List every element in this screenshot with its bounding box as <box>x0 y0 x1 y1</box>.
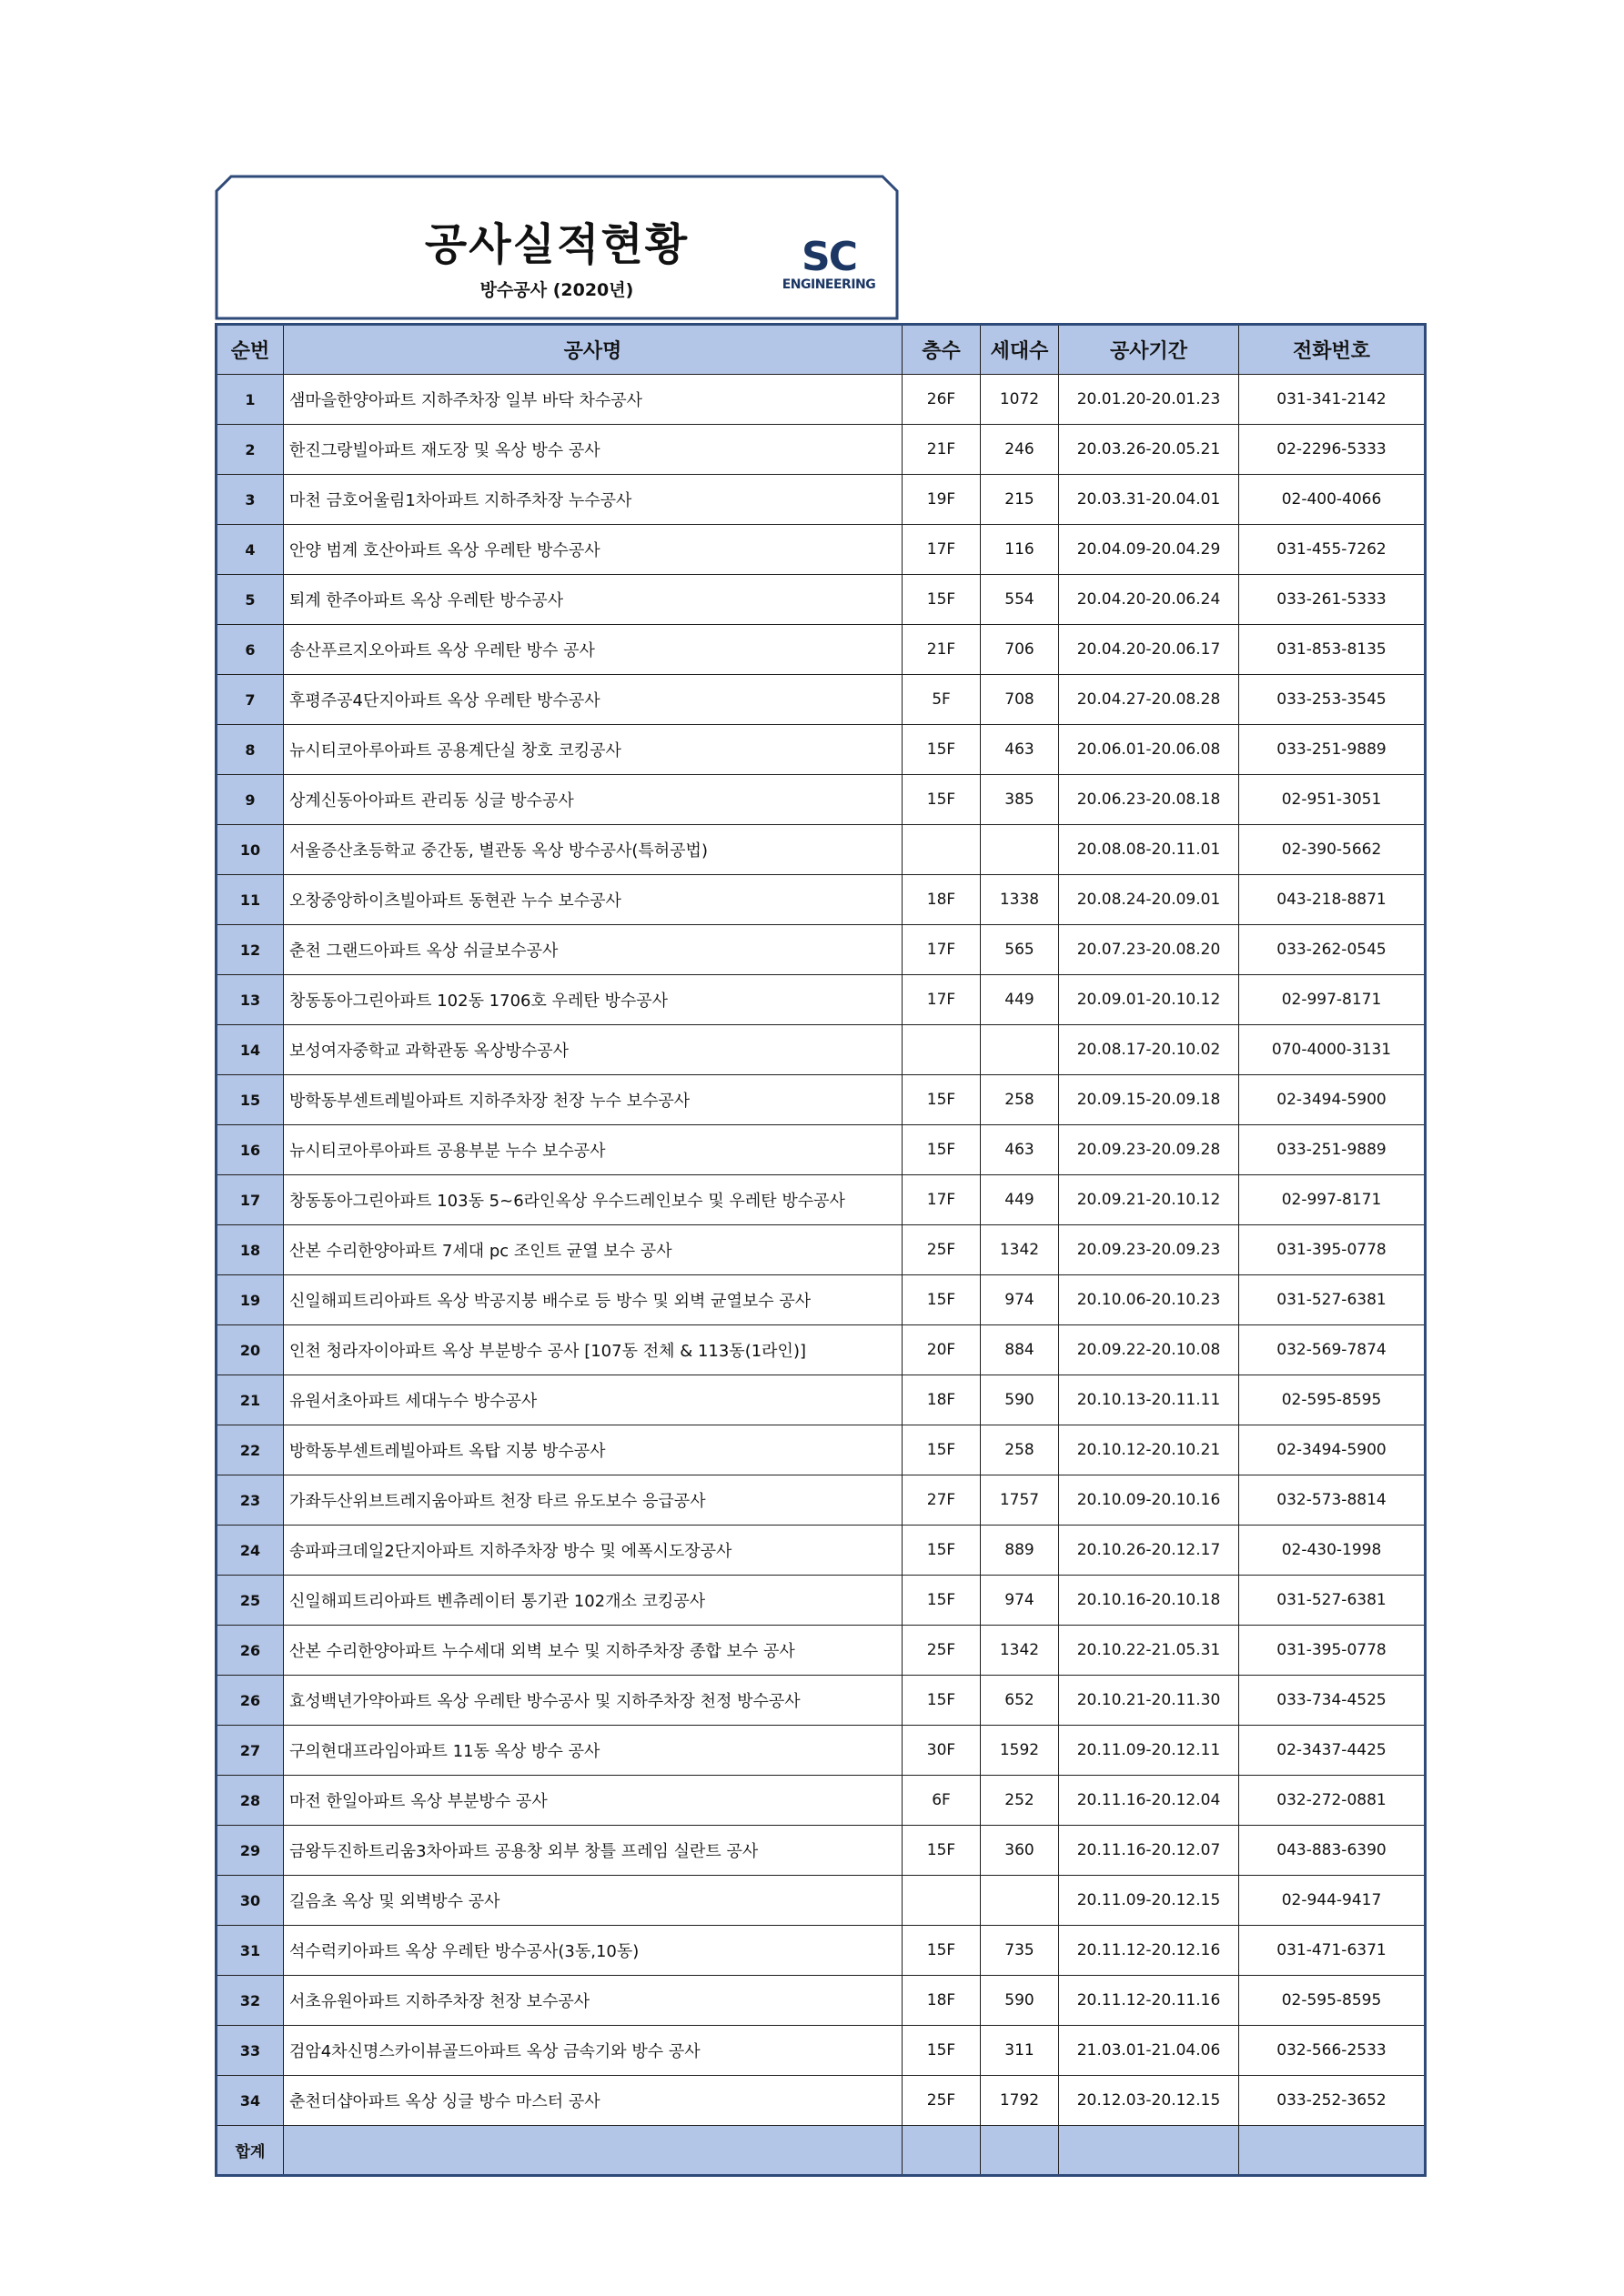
units: 1342 <box>981 1225 1059 1275</box>
floors: 21F <box>903 425 981 475</box>
units: 463 <box>981 1125 1059 1175</box>
phone: 02-400-4066 <box>1239 475 1426 525</box>
floors: 15F <box>903 1676 981 1726</box>
project-name: 방학동부센트레빌아파트 옥탑 지붕 방수공사 <box>284 1425 903 1475</box>
units: 215 <box>981 475 1059 525</box>
project-name: 신일해피트리아파트 옥상 박공지붕 배수로 등 방수 및 외벽 균열보수 공사 <box>284 1275 903 1325</box>
project-name: 금왕두진하트리움3차아파트 공용창 외부 창틀 프레임 실란트 공사 <box>284 1826 903 1876</box>
phone: 033-261-5333 <box>1239 575 1426 625</box>
floors: 15F <box>903 1425 981 1475</box>
period: 20.10.22-21.05.31 <box>1059 1626 1239 1676</box>
table-row <box>217 925 1426 975</box>
phone: 043-218-8871 <box>1239 875 1426 925</box>
units: 974 <box>981 1275 1059 1325</box>
units: 554 <box>981 575 1059 625</box>
row-number: 5 <box>217 575 284 625</box>
phone: 02-997-8171 <box>1239 975 1426 1025</box>
phone: 02-3437-4425 <box>1239 1726 1426 1776</box>
floors: 15F <box>903 1926 981 1976</box>
logo-mark: SC <box>802 234 856 280</box>
phone: 02-944-9417 <box>1239 1876 1426 1926</box>
table-row <box>217 1776 1426 1826</box>
table-row <box>217 1976 1426 2026</box>
row-number: 30 <box>217 1876 284 1926</box>
row-number: 2 <box>217 425 284 475</box>
row-number: 7 <box>217 675 284 725</box>
row-number: 34 <box>217 2076 284 2126</box>
total-cell <box>903 2126 981 2176</box>
table-row <box>217 875 1426 925</box>
units: 1757 <box>981 1475 1059 1526</box>
units: 252 <box>981 1776 1059 1826</box>
phone: 031-455-7262 <box>1239 525 1426 575</box>
units: 708 <box>981 675 1059 725</box>
col-header-units: 세대수 <box>981 325 1059 375</box>
phone: 031-853-8135 <box>1239 625 1426 675</box>
period: 20.11.12-20.12.16 <box>1059 1926 1239 1976</box>
project-name: 마전 한일아파트 옥상 부분방수 공사 <box>284 1776 903 1826</box>
table-row <box>217 1275 1426 1325</box>
period: 20.04.20-20.06.24 <box>1059 575 1239 625</box>
units: 1592 <box>981 1726 1059 1776</box>
period: 20.04.27-20.08.28 <box>1059 675 1239 725</box>
table-row <box>217 1626 1426 1676</box>
row-number: 22 <box>217 1425 284 1475</box>
page-title: 공사실적현황 <box>424 219 690 270</box>
table-row <box>217 825 1426 875</box>
floors: 15F <box>903 1075 981 1125</box>
units <box>981 1025 1059 1075</box>
phone: 02-951-3051 <box>1239 775 1426 825</box>
row-number: 32 <box>217 1976 284 2026</box>
total-label: 합계 <box>217 2126 284 2176</box>
table-row <box>217 975 1426 1025</box>
phone: 033-262-0545 <box>1239 925 1426 975</box>
floors: 15F <box>903 1275 981 1325</box>
phone: 02-595-8595 <box>1239 1976 1426 2026</box>
units: 1338 <box>981 875 1059 925</box>
table-row <box>217 475 1426 525</box>
row-number: 3 <box>217 475 284 525</box>
floors: 6F <box>903 1776 981 1826</box>
floors: 27F <box>903 1475 981 1526</box>
row-number: 12 <box>217 925 284 975</box>
logo-text: ENGINEERING <box>782 277 876 292</box>
table-row <box>217 1425 1426 1475</box>
floors: 17F <box>903 525 981 575</box>
project-name: 산본 수리한양아파트 누수세대 외벽 보수 및 지하주차장 종합 보수 공사 <box>284 1626 903 1676</box>
floors: 15F <box>903 1125 981 1175</box>
period: 20.09.15-20.09.18 <box>1059 1075 1239 1125</box>
table-row <box>217 625 1426 675</box>
period: 20.09.23-20.09.28 <box>1059 1125 1239 1175</box>
project-name: 뉴시티코아루아파트 공용부분 누수 보수공사 <box>284 1125 903 1175</box>
phone: 032-566-2533 <box>1239 2026 1426 2076</box>
table-header-row <box>217 325 1426 375</box>
period: 20.08.24-20.09.01 <box>1059 875 1239 925</box>
floors: 15F <box>903 725 981 775</box>
period: 20.10.06-20.10.23 <box>1059 1275 1239 1325</box>
phone: 02-2296-5333 <box>1239 425 1426 475</box>
phone: 033-251-9889 <box>1239 1125 1426 1175</box>
phone: 033-252-3652 <box>1239 2076 1426 2126</box>
table-row <box>217 775 1426 825</box>
total-cell <box>981 2126 1059 2176</box>
row-number: 20 <box>217 1325 284 1375</box>
row-number: 21 <box>217 1375 284 1425</box>
period: 20.11.16-20.12.07 <box>1059 1826 1239 1876</box>
units: 449 <box>981 975 1059 1025</box>
phone: 032-573-8814 <box>1239 1475 1426 1526</box>
period: 20.04.09-20.04.29 <box>1059 525 1239 575</box>
table-row <box>217 1125 1426 1175</box>
project-name: 뉴시티코아루아파트 공용계단실 창호 코킹공사 <box>284 725 903 775</box>
units: 1072 <box>981 375 1059 425</box>
total-cell <box>1239 2126 1426 2176</box>
phone: 031-527-6381 <box>1239 1576 1426 1626</box>
units: 463 <box>981 725 1059 775</box>
period: 20.01.20-20.01.23 <box>1059 375 1239 425</box>
project-name: 검암4차신명스카이뷰골드아파트 옥상 금속기와 방수 공사 <box>284 2026 903 2076</box>
col-header-no: 순번 <box>217 325 284 375</box>
row-number: 33 <box>217 2026 284 2076</box>
period: 20.08.08-20.11.01 <box>1059 825 1239 875</box>
floors: 17F <box>903 925 981 975</box>
units: 1792 <box>981 2076 1059 2126</box>
floors: 20F <box>903 1325 981 1375</box>
period: 20.03.26-20.05.21 <box>1059 425 1239 475</box>
units: 590 <box>981 1375 1059 1425</box>
table-row <box>217 1325 1426 1375</box>
units: 311 <box>981 2026 1059 2076</box>
units: 1342 <box>981 1626 1059 1676</box>
row-number: 28 <box>217 1776 284 1826</box>
phone: 031-395-0778 <box>1239 1626 1426 1676</box>
phone: 031-471-6371 <box>1239 1926 1426 1976</box>
project-name: 춘천 그랜드아파트 옥상 쉬글보수공사 <box>284 925 903 975</box>
period: 20.10.09-20.10.16 <box>1059 1475 1239 1526</box>
floors: 18F <box>903 1375 981 1425</box>
table-row <box>217 375 1426 425</box>
units: 360 <box>981 1826 1059 1876</box>
phone: 070-4000-3131 <box>1239 1025 1426 1075</box>
period: 20.06.01-20.06.08 <box>1059 725 1239 775</box>
project-name: 창동동아그린아파트 102동 1706호 우레탄 방수공사 <box>284 975 903 1025</box>
project-name: 신일해피트리아파트 벤츄레이터 통기관 102개소 코킹공사 <box>284 1576 903 1626</box>
floors: 5F <box>903 675 981 725</box>
project-name: 샘마을한양아파트 지하주차장 일부 바닥 차수공사 <box>284 375 903 425</box>
floors: 18F <box>903 875 981 925</box>
floors: 21F <box>903 625 981 675</box>
row-number: 31 <box>217 1926 284 1976</box>
project-name: 석수럭키아파트 옥상 우레탄 방수공사(3동,10동) <box>284 1926 903 1976</box>
units: 974 <box>981 1576 1059 1626</box>
phone: 02-430-1998 <box>1239 1526 1426 1576</box>
project-name: 마천 금호어울림1차아파트 지하주차장 누수공사 <box>284 475 903 525</box>
period: 20.12.03-20.12.15 <box>1059 2076 1239 2126</box>
row-number: 16 <box>217 1125 284 1175</box>
units: 449 <box>981 1175 1059 1225</box>
units <box>981 1876 1059 1926</box>
header-box <box>215 175 899 320</box>
period: 20.10.13-20.11.11 <box>1059 1375 1239 1425</box>
period: 20.10.16-20.10.18 <box>1059 1576 1239 1626</box>
phone: 033-251-9889 <box>1239 725 1426 775</box>
row-number: 6 <box>217 625 284 675</box>
period: 20.09.22-20.10.08 <box>1059 1325 1239 1375</box>
row-number: 27 <box>217 1726 284 1776</box>
floors <box>903 1876 981 1926</box>
project-name: 효성백년가약아파트 옥상 우레탄 방수공사 및 지하주차장 천정 방수공사 <box>284 1676 903 1726</box>
table-row <box>217 425 1426 475</box>
row-number: 24 <box>217 1526 284 1576</box>
phone: 043-883-6390 <box>1239 1826 1426 1876</box>
floors: 15F <box>903 1526 981 1576</box>
units <box>981 825 1059 875</box>
row-number: 1 <box>217 375 284 425</box>
floors <box>903 1025 981 1075</box>
table-row <box>217 1826 1426 1876</box>
table-row <box>217 1676 1426 1726</box>
floors: 17F <box>903 1175 981 1225</box>
floors: 17F <box>903 975 981 1025</box>
phone: 02-595-8595 <box>1239 1375 1426 1425</box>
phone: 032-272-0881 <box>1239 1776 1426 1826</box>
units: 258 <box>981 1425 1059 1475</box>
project-name: 창동동아그린아파트 103동 5~6라인옥상 우수드레인보수 및 우레탄 방수공사 <box>284 1175 903 1225</box>
units: 889 <box>981 1526 1059 1576</box>
page-subtitle: 방수공사 (2020년) <box>479 280 634 300</box>
project-name: 가좌두산위브트레지움아파트 천장 타르 유도보수 응급공사 <box>284 1475 903 1526</box>
phone: 031-341-2142 <box>1239 375 1426 425</box>
units: 884 <box>981 1325 1059 1375</box>
units: 706 <box>981 625 1059 675</box>
row-number: 19 <box>217 1275 284 1325</box>
project-name: 춘천더샵아파트 옥상 싱글 방수 마스터 공사 <box>284 2076 903 2126</box>
period: 20.11.12-20.11.16 <box>1059 1976 1239 2026</box>
project-name: 송파파크데일2단지아파트 지하주차장 방수 및 에폭시도장공사 <box>284 1526 903 1576</box>
row-number: 17 <box>217 1175 284 1225</box>
project-name: 길음초 옥상 및 외벽방수 공사 <box>284 1876 903 1926</box>
period: 20.06.23-20.08.18 <box>1059 775 1239 825</box>
row-number: 9 <box>217 775 284 825</box>
row-number: 11 <box>217 875 284 925</box>
project-name: 송산푸르지오아파트 옥상 우레탄 방수 공사 <box>284 625 903 675</box>
project-name: 구의현대프라임아파트 11동 옥상 방수 공사 <box>284 1726 903 1776</box>
floors: 30F <box>903 1726 981 1776</box>
row-number: 23 <box>217 1475 284 1526</box>
units: 385 <box>981 775 1059 825</box>
row-number: 26 <box>217 1676 284 1726</box>
project-name: 서초유원아파트 지하주차장 천장 보수공사 <box>284 1976 903 2026</box>
col-header-name: 공사명 <box>284 325 903 375</box>
period: 20.08.17-20.10.02 <box>1059 1025 1239 1075</box>
row-number: 8 <box>217 725 284 775</box>
col-header-floors: 층수 <box>903 325 981 375</box>
table-row <box>217 1576 1426 1626</box>
table-row <box>217 575 1426 625</box>
table-row <box>217 1225 1426 1275</box>
row-number: 13 <box>217 975 284 1025</box>
project-name: 보성여자중학교 과학관동 옥상방수공사 <box>284 1025 903 1075</box>
period: 21.03.01-21.04.06 <box>1059 2026 1239 2076</box>
project-name: 후평주공4단지아파트 옥상 우레탄 방수공사 <box>284 675 903 725</box>
project-name: 오창중앙하이츠빌아파트 동현관 누수 보수공사 <box>284 875 903 925</box>
phone: 02-390-5662 <box>1239 825 1426 875</box>
phone: 031-395-0778 <box>1239 1225 1426 1275</box>
row-number: 25 <box>217 1576 284 1626</box>
project-name: 안양 범계 호산아파트 옥상 우레탄 방수공사 <box>284 525 903 575</box>
period: 20.10.21-20.11.30 <box>1059 1676 1239 1726</box>
table-row <box>217 1375 1426 1425</box>
units: 652 <box>981 1676 1059 1726</box>
floors: 15F <box>903 2026 981 2076</box>
period: 20.11.09-20.12.15 <box>1059 1876 1239 1926</box>
period: 20.04.20-20.06.17 <box>1059 625 1239 675</box>
phone: 033-253-3545 <box>1239 675 1426 725</box>
project-name: 인천 청라자이아파트 옥상 부분방수 공사 [107동 전체 & 113동(1라인)] <box>284 1325 903 1375</box>
period: 20.03.31-20.04.01 <box>1059 475 1239 525</box>
units: 258 <box>981 1075 1059 1125</box>
project-name: 유원서초아파트 세대누수 방수공사 <box>284 1375 903 1425</box>
row-number: 10 <box>217 825 284 875</box>
table-row <box>217 1025 1426 1075</box>
floors: 18F <box>903 1976 981 2026</box>
phone: 032-569-7874 <box>1239 1325 1426 1375</box>
row-number: 14 <box>217 1025 284 1075</box>
project-name: 서울증산초등학교 중간동, 별관동 옥상 방수공사(특허공법) <box>284 825 903 875</box>
units: 735 <box>981 1926 1059 1976</box>
row-number: 4 <box>217 525 284 575</box>
period: 20.09.23-20.09.23 <box>1059 1225 1239 1275</box>
floors: 25F <box>903 1225 981 1275</box>
project-name: 상계신동아아파트 관리동 싱글 방수공사 <box>284 775 903 825</box>
period: 20.10.26-20.12.17 <box>1059 1526 1239 1576</box>
project-name: 방학동부센트레빌아파트 지하주차장 천장 누수 보수공사 <box>284 1075 903 1125</box>
table-row <box>217 1175 1426 1225</box>
project-name: 한진그랑빌아파트 재도장 및 옥상 방수 공사 <box>284 425 903 475</box>
floors: 15F <box>903 775 981 825</box>
company-logo <box>779 234 879 292</box>
phone: 033-734-4525 <box>1239 1676 1426 1726</box>
floors: 15F <box>903 1826 981 1876</box>
project-name: 퇴계 한주아파트 옥상 우레탄 방수공사 <box>284 575 903 625</box>
floors: 26F <box>903 375 981 425</box>
floors: 15F <box>903 1576 981 1626</box>
floors <box>903 825 981 875</box>
period: 20.10.12-20.10.21 <box>1059 1425 1239 1475</box>
total-row <box>217 2126 1426 2176</box>
floors: 25F <box>903 1626 981 1676</box>
table-row <box>217 2076 1426 2126</box>
period: 20.11.16-20.12.04 <box>1059 1776 1239 1826</box>
table-row <box>217 1075 1426 1125</box>
phone: 02-3494-5900 <box>1239 1075 1426 1125</box>
table-row <box>217 675 1426 725</box>
table-row <box>217 1726 1426 1776</box>
table-row <box>217 1876 1426 1926</box>
floors: 25F <box>903 2076 981 2126</box>
row-number: 18 <box>217 1225 284 1275</box>
units: 246 <box>981 425 1059 475</box>
period: 20.11.09-20.12.11 <box>1059 1726 1239 1776</box>
floors: 15F <box>903 575 981 625</box>
floors: 19F <box>903 475 981 525</box>
table-row <box>217 2026 1426 2076</box>
units: 590 <box>981 1976 1059 2026</box>
table-row <box>217 725 1426 775</box>
units: 565 <box>981 925 1059 975</box>
table-row <box>217 1526 1426 1576</box>
row-number: 29 <box>217 1826 284 1876</box>
phone: 02-997-8171 <box>1239 1175 1426 1225</box>
works-table <box>215 323 1427 2177</box>
phone: 031-527-6381 <box>1239 1275 1426 1325</box>
phone: 02-3494-5900 <box>1239 1425 1426 1475</box>
col-header-period: 공사기간 <box>1059 325 1239 375</box>
row-number: 15 <box>217 1075 284 1125</box>
units: 116 <box>981 525 1059 575</box>
table-row <box>217 1475 1426 1526</box>
project-name: 산본 수리한양아파트 7세대 pc 조인트 균열 보수 공사 <box>284 1225 903 1275</box>
total-cell <box>284 2126 903 2176</box>
total-cell <box>1059 2126 1239 2176</box>
table-row <box>217 525 1426 575</box>
row-number: 26 <box>217 1626 284 1676</box>
period: 20.09.01-20.10.12 <box>1059 975 1239 1025</box>
period: 20.07.23-20.08.20 <box>1059 925 1239 975</box>
period: 20.09.21-20.10.12 <box>1059 1175 1239 1225</box>
col-header-phone: 전화번호 <box>1239 325 1426 375</box>
table-row <box>217 1926 1426 1976</box>
